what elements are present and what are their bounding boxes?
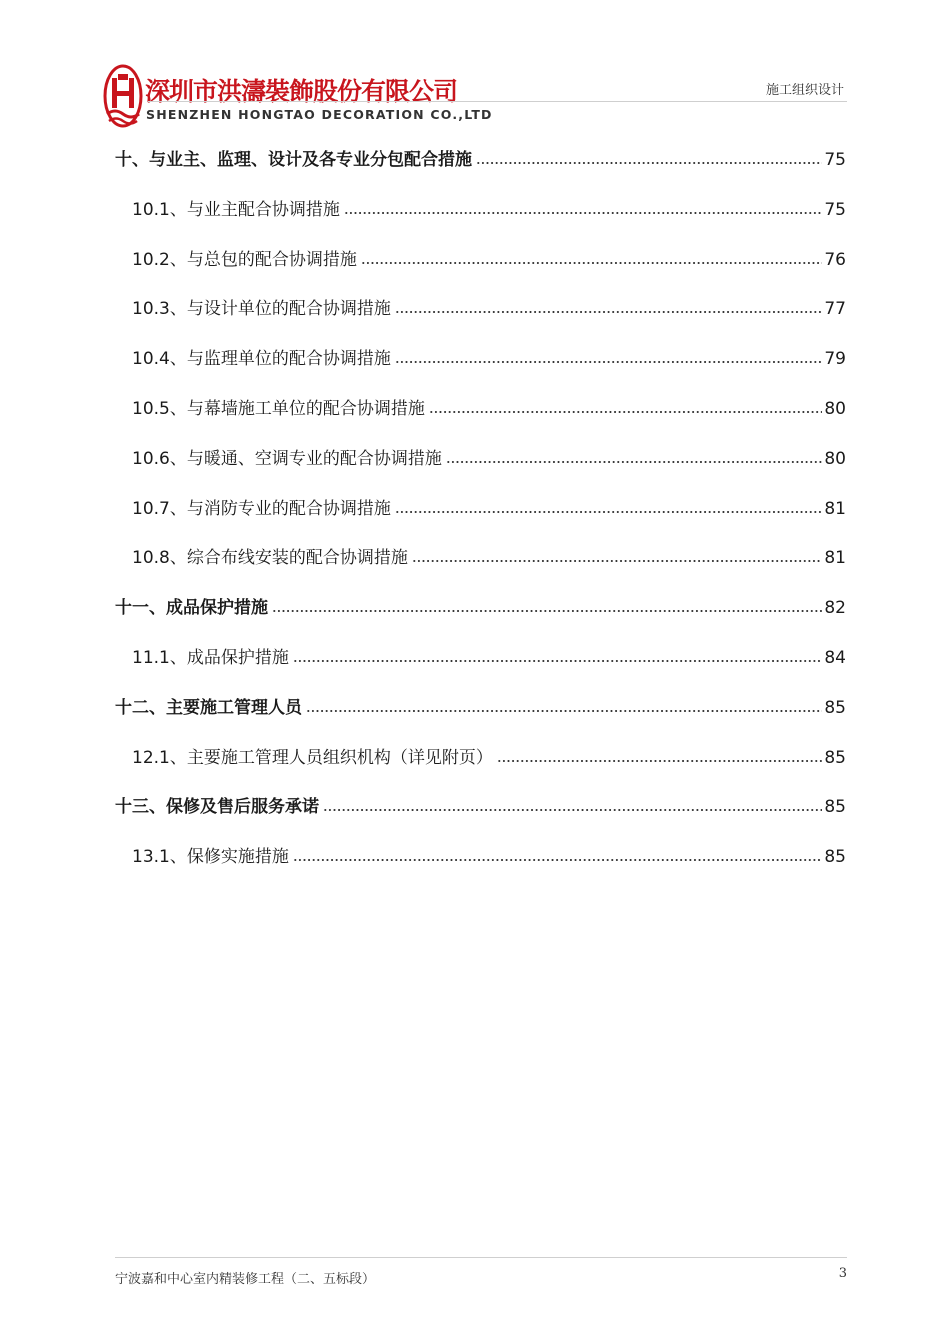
toc-dot-leader — [395, 346, 823, 364]
toc-dot-leader — [412, 545, 823, 563]
table-of-contents — [115, 147, 846, 894]
toc-entry[interactable] — [115, 296, 846, 346]
toc-entry-page: 85 — [824, 697, 846, 718]
project-name: 宁波嘉和中心室内精装修工程（二、五标段） — [115, 1272, 376, 1287]
toc-dot-leader — [395, 296, 823, 314]
toc-entry-page: 75 — [824, 199, 846, 220]
toc-entry[interactable] — [115, 446, 846, 496]
toc-entry-page: 81 — [824, 498, 846, 519]
toc-dot-leader — [429, 396, 823, 414]
toc-entry[interactable] — [115, 496, 846, 546]
toc-entry-page: 79 — [824, 349, 846, 370]
toc-dot-leader — [344, 197, 823, 215]
toc-entry-label: 10.8、综合布线安装的配合协调措施 — [132, 545, 410, 571]
toc-entry-label: 10.3、与设计单位的配合协调措施 — [132, 296, 393, 322]
toc-dot-leader — [293, 844, 823, 862]
toc-entry-page: 85 — [824, 797, 846, 818]
toc-entry[interactable] — [115, 545, 846, 595]
toc-entry[interactable] — [115, 844, 846, 894]
toc-dot-leader — [395, 496, 823, 514]
toc-entry[interactable] — [115, 595, 846, 645]
toc-entry-label: 10.7、与消防专业的配合协调措施 — [132, 496, 393, 522]
toc-entry-label: 十、与业主、监理、设计及各专业分包配合措施 — [115, 147, 474, 173]
company-name-en: SHENZHEN HONGTAO DECORATION CO.,LTD — [146, 107, 493, 122]
toc-entry-label: 11.1、成品保护措施 — [132, 645, 291, 671]
toc-dot-leader — [293, 645, 823, 663]
toc-entry-page: 75 — [824, 150, 846, 170]
toc-dot-leader — [272, 595, 822, 613]
toc-dot-leader — [361, 247, 823, 265]
toc-entry-page: 81 — [824, 548, 846, 569]
page-number: 3 — [838, 1266, 847, 1281]
toc-entry[interactable] — [115, 197, 846, 247]
toc-entry-label: 10.5、与幕墙施工单位的配合协调措施 — [132, 396, 427, 422]
toc-entry-label: 十二、主要施工管理人员 — [115, 695, 304, 721]
toc-entry-label: 10.2、与总包的配合协调措施 — [132, 247, 359, 273]
company-emblem-icon — [103, 64, 143, 132]
toc-entry[interactable] — [115, 695, 846, 745]
toc-dot-leader — [306, 695, 822, 713]
toc-entry[interactable] — [115, 745, 846, 795]
toc-entry-page: 80 — [824, 398, 846, 419]
header-divider — [148, 101, 847, 102]
toc-dot-leader — [476, 147, 822, 165]
toc-entry-label: 10.4、与监理单位的配合协调措施 — [132, 346, 393, 372]
toc-entry-page: 85 — [824, 847, 846, 868]
toc-entry[interactable] — [115, 346, 846, 396]
toc-entry-page: 82 — [824, 598, 846, 619]
toc-entry-label: 13.1、保修实施措施 — [132, 844, 291, 870]
toc-entry[interactable] — [115, 147, 846, 197]
company-logo — [103, 64, 493, 134]
toc-entry[interactable] — [115, 247, 846, 297]
toc-entry-label: 10.6、与暖通、空调专业的配合协调措施 — [132, 446, 444, 472]
toc-dot-leader — [323, 794, 822, 812]
toc-entry[interactable] — [115, 645, 846, 695]
toc-entry[interactable] — [115, 794, 846, 844]
toc-entry[interactable] — [115, 396, 846, 446]
company-name-cn: 深圳市洪濤裝飾股份有限公司 — [145, 77, 458, 106]
footer-divider — [115, 1257, 847, 1258]
toc-dot-leader — [446, 446, 823, 464]
toc-entry-label: 10.1、与业主配合协调措施 — [132, 197, 342, 223]
toc-entry-page: 80 — [824, 448, 846, 469]
toc-entry-page: 77 — [824, 299, 846, 320]
toc-entry-label: 十三、保修及售后服务承诺 — [115, 794, 321, 820]
toc-entry-page: 76 — [824, 249, 846, 270]
toc-entry-label: 12.1、主要施工管理人员组织机构（详见附页） — [132, 745, 495, 771]
toc-dot-leader — [497, 745, 823, 763]
toc-entry-page: 85 — [824, 747, 846, 768]
toc-entry-page: 84 — [824, 647, 846, 668]
document-type: 施工组织设计 — [765, 83, 844, 98]
toc-entry-label: 十一、成品保护措施 — [115, 595, 270, 621]
